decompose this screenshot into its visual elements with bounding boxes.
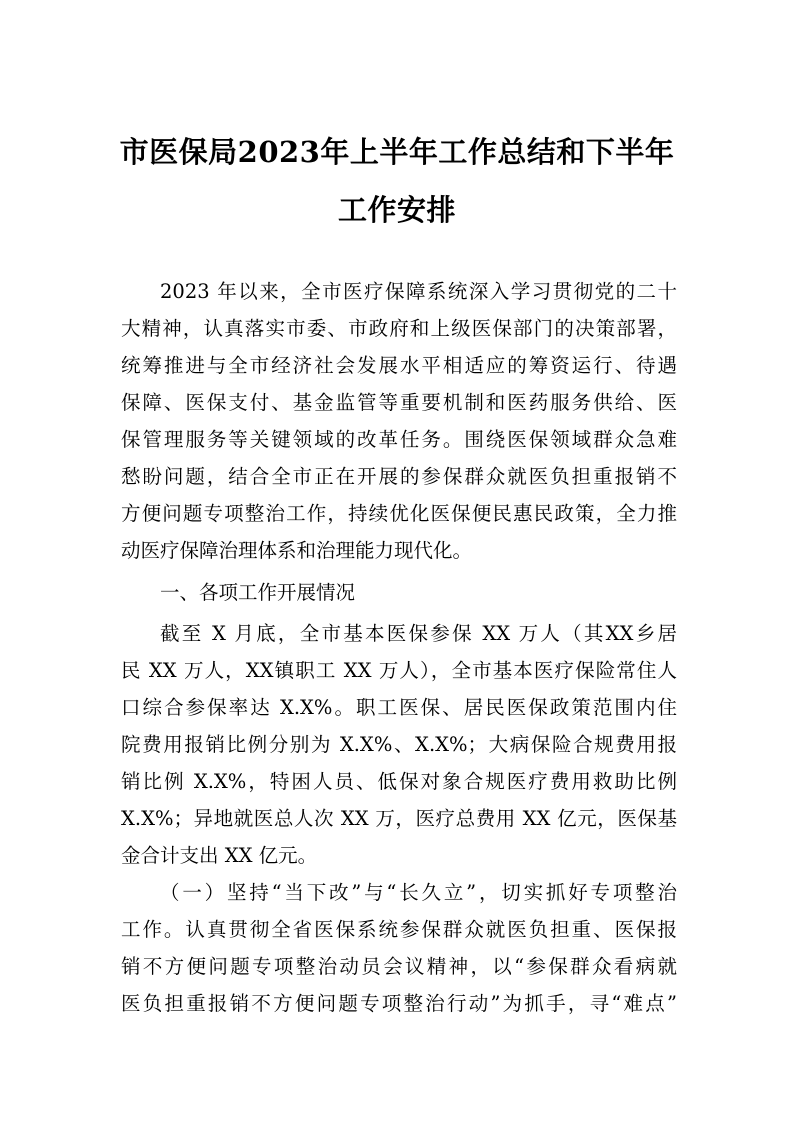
paragraph-line: （一）坚持“当下改”与“长久立”，切实抓好专项整治 xyxy=(160,881,677,904)
paragraph-line: 工作。认真贯彻全省医保系统参保群众就医负担重、医保报 xyxy=(121,918,677,941)
paragraph-line: 大精神，认真落实市委、市政府和上级医保部门的决策部署， xyxy=(121,317,677,340)
paragraph-line: X.X%；异地就医总人次 XX 万，医疗总费用 XX 亿元，医保基 xyxy=(121,807,677,830)
document-title-line-2: 工作安排 xyxy=(337,193,456,227)
section-heading: 一、各项工作开展情况 xyxy=(160,581,356,604)
paragraph-line: 截至 X 月底，全市基本医保参保 XX 万人（其XX乡居 xyxy=(160,622,677,645)
paragraph-line: 销不方便问题专项整治动员会议精神，以“参保群众看病就 xyxy=(121,955,677,978)
paragraph-line: 统筹推进与全市经济社会发展水平相适应的筹资运行、待遇 xyxy=(121,354,677,377)
paragraph-line: 保障、医保支付、基金监管等重要机制和医药服务供给、医 xyxy=(121,391,677,414)
paragraph-line: 动医疗保障治理体系和治理能力现代化。 xyxy=(121,539,473,562)
paragraph-line: 愁盼问题，结合全市正在开展的参保群众就医负担重报销不 xyxy=(121,465,677,488)
paragraph-line: 金合计支出 XX 亿元。 xyxy=(121,844,318,867)
paragraph-line: 民 XX 万人，XX镇职工 XX 万人），全市基本医疗保险常住人 xyxy=(121,659,677,682)
paragraph-line: 2023 年以来，全市医疗保障系统深入学习贯彻党的二十 xyxy=(160,280,677,303)
document-title-line-1: 市医保局2023年上半年工作总结和下半年 xyxy=(119,135,675,169)
paragraph-line: 销比例 X.X%，特困人员、低保对象合规医疗费用救助比例 xyxy=(121,770,677,793)
paragraph-line: 医负担重报销不方便问题专项整治行动”为抓手，寻“难点” xyxy=(121,992,677,1015)
paragraph-line: 口综合参保率达 X.X%。职工医保、居民医保政策范围内住 xyxy=(121,696,677,719)
paragraph-line: 院费用报销比例分别为 X.X%、X.X%；大病保险合规费用报 xyxy=(121,733,677,756)
paragraph-line: 方便问题专项整治工作，持续优化医保便民惠民政策，全力推 xyxy=(121,502,677,525)
paragraph-line: 保管理服务等关键领域的改革任务。围绕医保领域群众急难 xyxy=(121,428,677,451)
